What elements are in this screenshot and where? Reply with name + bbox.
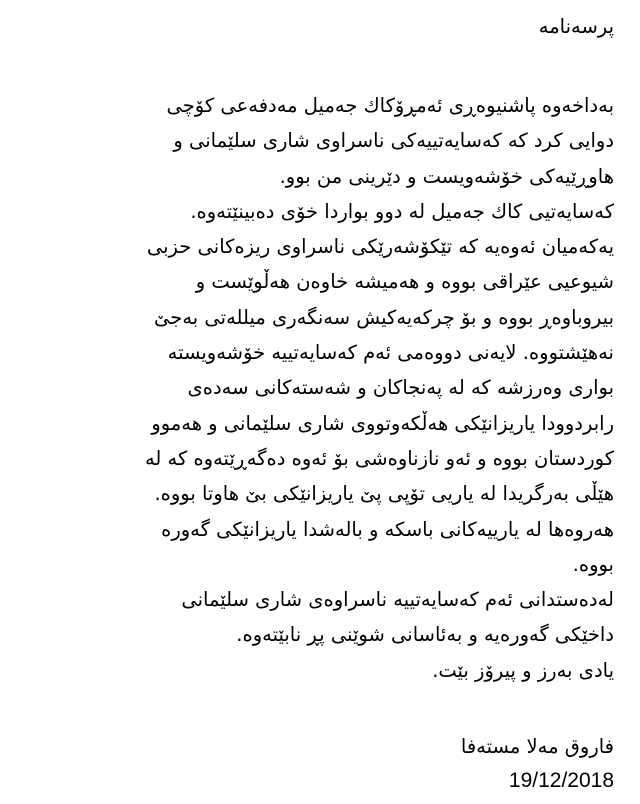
body-line: داخێکی گەورەیە و بەئاسانی شوێنی پڕ نابێتەوە.	[236, 623, 614, 647]
body-line: لەدەستدانی ئەم کەسایەتییە ناسراوەی شاری سلێمانی	[181, 588, 614, 612]
author-name: فاروق مەلا مستەفا	[460, 735, 614, 759]
body-line: بیروباوەڕ بووە و بۆ چرکەیەکیش سەنگەری میللەتی بەجێ	[154, 305, 614, 329]
letter-body	[26, 88, 614, 688]
body-line: بەداخەوە پاشنیوەڕی ئەمڕۆکاك جەمیل مەدفەعی کۆچی	[166, 94, 614, 117]
body-line: دوایی کرد کە کەسایەتییەکی ناسراوی شاری سلێمانی و	[173, 129, 614, 153]
body-line: کەسایەتیی کاك جەمیل لە دوو بواردا خۆی دەبینێتەوە.	[190, 199, 614, 223]
signature-block	[26, 730, 614, 798]
body-line: هاوڕێیەکی خۆشەویست و دێرینی من بوو.	[279, 164, 614, 188]
body-line: شیوعیی عێراقی بووە و هەمیشە خاوەن هەڵوێست و	[195, 270, 614, 294]
body-line: نەهێشتووە. لایەنی دووەمی ئەم کەسایەتییە خۆشەویستە	[167, 341, 614, 365]
body-line: هێڵی بەرگریدا لە یاریی تۆپی پێ یاریزانێکی بێ هاوتا بووە.	[154, 482, 614, 506]
body-line: یادی بەرز و پیرۆز بێت.	[432, 658, 614, 682]
body-line: هەروەها لە یارییەکانی باسکە و بالەشدا یاریزانێکی گەورە	[161, 517, 614, 541]
document-title: پرسەنامە	[538, 15, 614, 38]
body-line: یەکەمیان ئەوەیە کە تێکۆشەرێکی ناسراوی ریزەکانی حزبی	[146, 235, 614, 259]
spacer	[26, 688, 614, 730]
body-line: بواری وەرزشە کە لە پەنجاکان و شەستەکانی سەدەی	[187, 376, 614, 400]
letter-date: 19/12/2018	[508, 769, 614, 793]
body-line: کوردستان بووە و ئەو نازناوەشی بۆ ئەوە دەگەڕێتەوە کە لە	[144, 446, 614, 470]
spacer	[26, 44, 614, 88]
body-line: رابردوودا یاریزانێکی هەڵکەوتووی شاری سلێمانی و هەموو	[151, 411, 614, 435]
body-line: بووە.	[572, 552, 614, 576]
